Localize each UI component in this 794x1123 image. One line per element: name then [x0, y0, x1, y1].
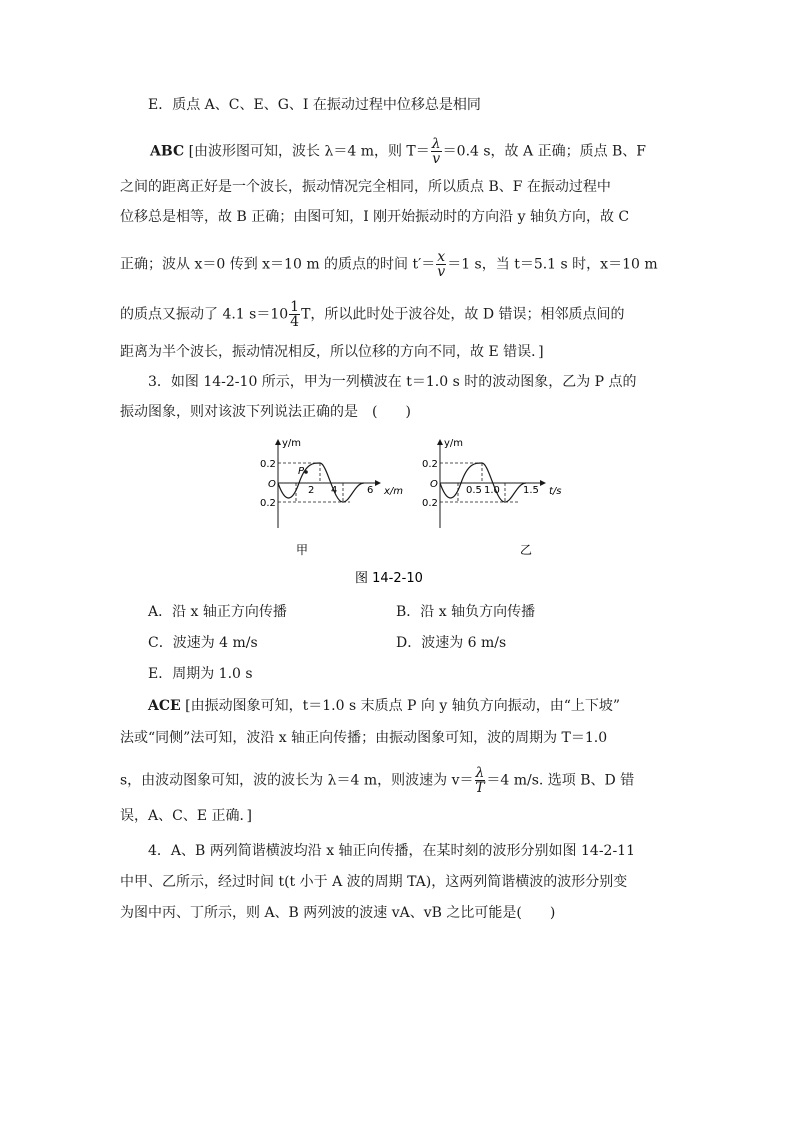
left-point-label: P [298, 466, 305, 477]
q3-explanation-line-4: 误，A、C、E 正确．] [120, 808, 252, 824]
left-y-neg-label: 0.2 [260, 498, 276, 509]
q3-option-b: B．沿 x 轴负方向传播 [396, 604, 536, 620]
frac-denominator: v [437, 264, 446, 280]
q2-answer: ABC [150, 143, 185, 160]
right-y-pos-label: 0.2 [422, 459, 438, 470]
q2-exp-l1-b: ＝0.4 s，故 A 正确；质点 B、F [442, 143, 647, 160]
q2-option-e: E．质点 A、C、E、G、I 在振动过程中位移总是相同 [148, 97, 481, 113]
q2-exp-l4-a: 正确；波从 x＝0 传到 x＝10 m 的质点的时间 t′＝ [120, 256, 436, 273]
frac-numerator: x [437, 249, 446, 265]
frac-numerator: λ [475, 765, 485, 781]
q2-explanation-line-2: 之间的距离正好是一个波长，振动情况完全相同，所以质点 B、F 在振动过程中 [120, 179, 611, 195]
q2-explanation-line-3: 位移总是相等，故 B 正确；由图可知，I 刚开始振动时的方向沿 y 轴负方向，故 C [120, 209, 630, 225]
left-tick-6: 6 [367, 485, 374, 496]
right-y-neg-label: 0.2 [422, 498, 438, 509]
right-tick-0-5: 0.5 [466, 485, 482, 496]
q3-answer: ACE [148, 698, 181, 714]
wave-graph-right [422, 438, 562, 557]
frac-numerator: 1 [290, 299, 300, 315]
right-y-label: y/m [444, 438, 464, 449]
left-tick-4: 4 [331, 485, 338, 496]
q3-option-c: C．波速为 4 m/s [148, 635, 258, 651]
q3-stem-line-2: 振动图象，则对该波下列说法正确的是 ( ) [120, 404, 411, 420]
right-graph-caption: 乙 [520, 543, 533, 557]
q3-exp-l3-b: ＝4 m/s. 选项 B、D 错 [486, 772, 635, 789]
frac-denominator: 4 [290, 314, 300, 330]
q3-option-d: D．波速为 6 m/s [396, 635, 507, 651]
q2-exp-l4-b: ＝1 s，当 t＝5.1 s 时，x＝10 m [447, 256, 658, 273]
q4-stem-line-2: 中甲、乙所示，经过时间 t(t 小于 A 波的周期 TA)，这两列简谐横波的波形分别变 [120, 874, 628, 890]
left-y-pos-label: 0.2 [260, 459, 276, 470]
q3-option-e: E．周期为 1.0 s [148, 666, 253, 682]
point-p-marker [304, 470, 308, 474]
frac-numerator: λ [431, 136, 441, 152]
q2-exp-l5-b: T，所以此时处于波谷处，故 D 错误；相邻质点间的 [301, 306, 625, 323]
frac-denominator: T [475, 780, 485, 796]
q2-explanation-line-1 [150, 137, 646, 166]
q3-option-a: A．沿 x 轴正方向传播 [148, 604, 287, 620]
q2-explanation-line-6: 距离为半个波长，振动情况相反，所以位移的方向不同，故 E 错误．] [120, 344, 544, 360]
right-origin-label: O [430, 479, 438, 490]
q3-explanation-line-3 [120, 766, 634, 795]
left-y-label: y/m [282, 438, 302, 449]
q4-stem-line-1: 4．A、B 两列简谐横波均沿 x 轴正向传播，在某时刻的波形分别如图 14-2-11 [148, 843, 635, 859]
q3-exp-l3-a: s，由波动图象可知，波的波长为 λ＝4 m，则波速为 v＝ [120, 772, 474, 789]
q2-exp-l1-a: [由波形图可知，波长 λ＝4 m，则 T＝ [188, 143, 430, 160]
q4-stem-line-3: 为图中丙、丁所示，则 A、B 两列波的波速 vA、vB 之比可能是( ) [120, 905, 556, 921]
q3-explanation-line-2: 法或“同侧”法可知，波沿 x 轴正向传播；由振动图象可知，波的周期为 T＝1.0 [120, 730, 608, 746]
q2-exp-l5-a: 的质点又振动了 4.1 s＝10 [120, 306, 289, 323]
q2-explanation-line-4 [120, 250, 658, 279]
q2-fraction-lambda-v [431, 137, 442, 166]
q3-explanation-line-1 [148, 696, 620, 716]
q3-stem-line-1: 3．如图 14-2-10 所示，甲为一列横波在 t＝1.0 s 时的波动图象，乙为 P 点的 [148, 374, 637, 390]
figure-caption: 图 14-2-10 [355, 571, 423, 586]
left-x-label: x/m [384, 486, 404, 497]
right-tick-1-0: 1.0 [484, 485, 500, 496]
left-graph-caption: 甲 [296, 543, 309, 557]
q3-figure [0, 430, 794, 600]
right-x-label: t/s [549, 486, 562, 497]
q2-explanation-line-5 [120, 300, 625, 329]
q3-fraction-lambda-t [475, 766, 486, 795]
right-tick-1-5: 1.5 [523, 485, 539, 496]
q2-fraction-x-v [436, 250, 446, 279]
left-origin-label: O [268, 479, 276, 490]
q2-fraction-one-quarter [289, 300, 300, 329]
frac-denominator: v [432, 151, 441, 167]
left-tick-2: 2 [308, 485, 315, 496]
wave-graph-left [260, 438, 403, 557]
q3-exp-l1: [由振动图象可知，t＝1.0 s 末质点 P 向 y 轴负方向振动，由“上下坡” [185, 698, 621, 714]
